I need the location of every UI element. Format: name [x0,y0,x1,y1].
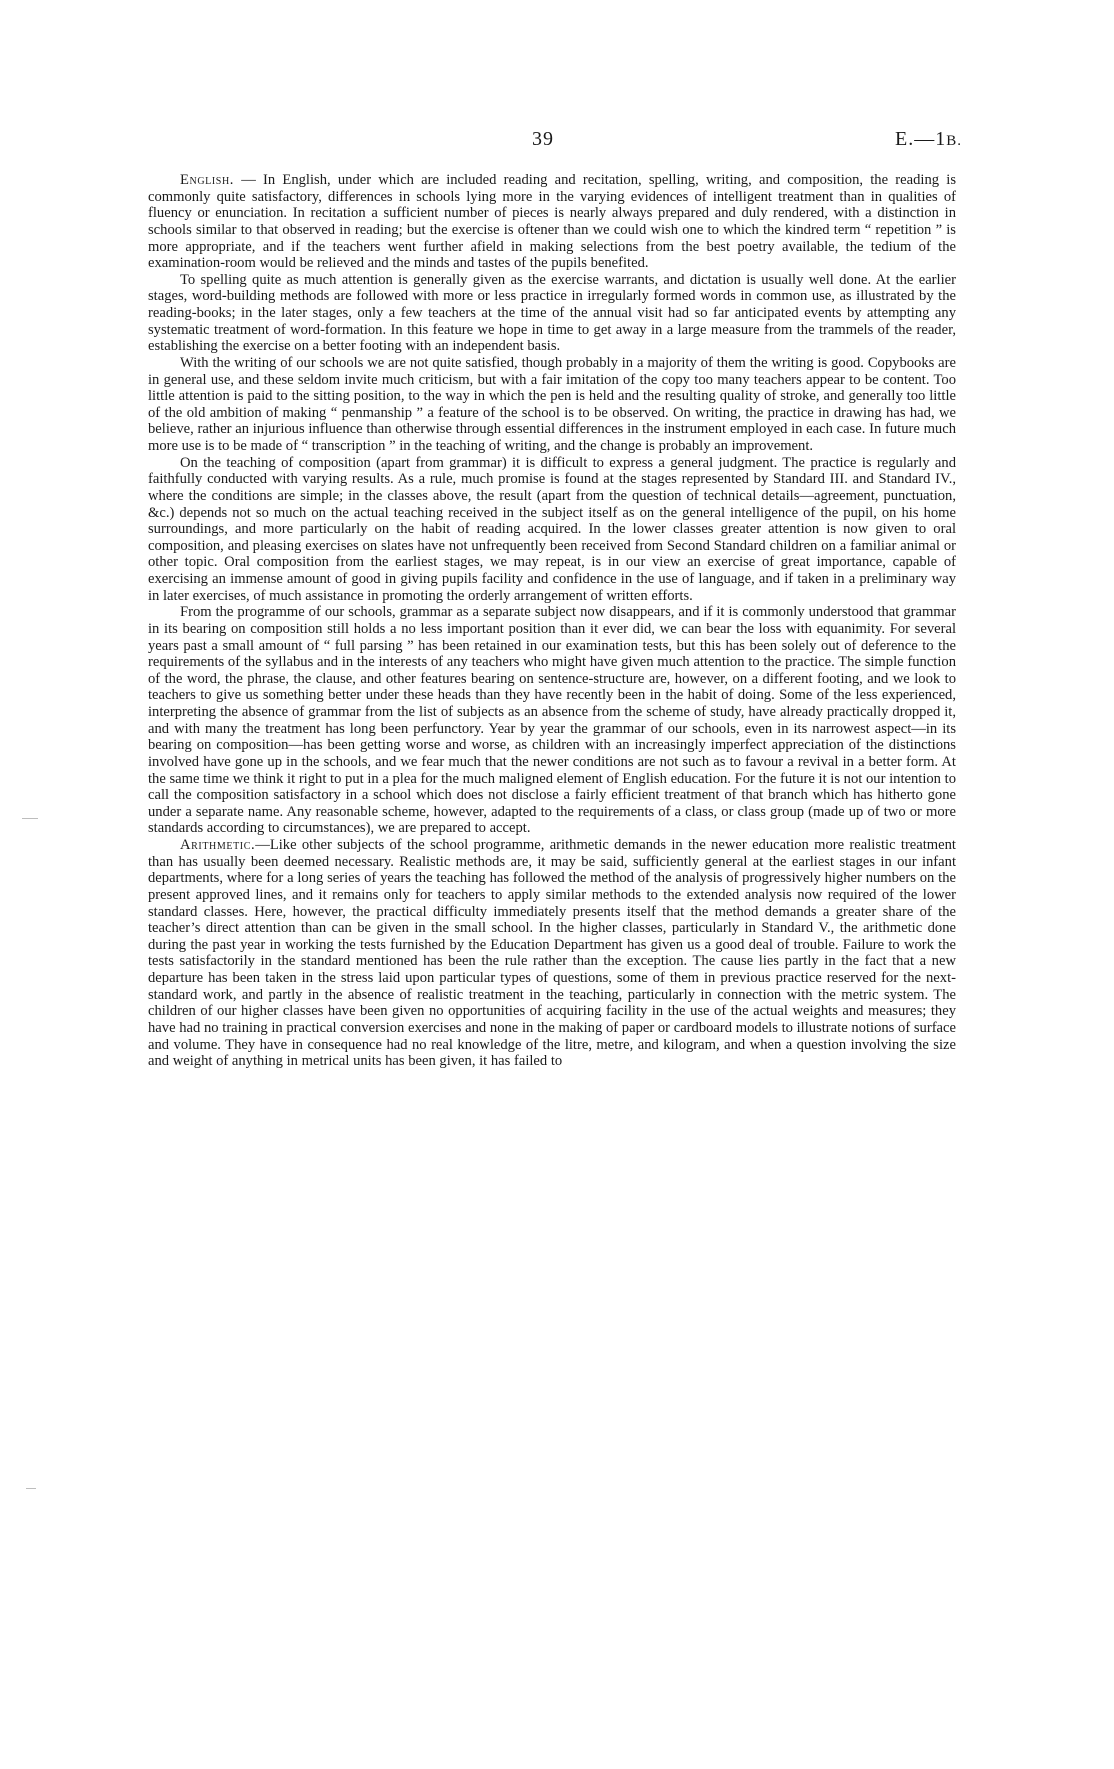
series-code-main: E.—1 [895,128,947,150]
series-code [895,128,962,151]
section-lead-arithmetic: Arithmetic. [180,837,256,853]
page-number: 39 [532,128,554,150]
paragraph-spelling [148,272,956,355]
paragraph-text: With the writing of our schools we are not quite satisfied, though probably in a majority of them the writing is good. Copybooks are in general use, and these seldom invite much criticism, but with a fair imitation of the copy too many teachers appear to be content. Too little attention is paid to the sitting position, to the way in which the pen is held and the resulting quality of stroke, and generally too little of the old ambition of making “ penmanship ” a feature of the school is to be observed. On writing, the practice in drawing has had, we believe, rather an injurious influence than otherwise through essential differences in the instrument employed in each case. In future much more use is to be made of “ transcription ” in the teaching of writing, and the change is probably an improvement. [148,354,956,454]
paragraph-writing [148,355,956,455]
body-text [148,172,956,1070]
section-lead-english: English. [180,172,235,188]
paragraph-english [148,172,956,272]
paragraph-arithmetic [148,837,956,1070]
scan-artifact [22,818,38,819]
scan-artifact [26,1488,36,1489]
paragraph-text: From the programme of our schools, grammar as a separate subject now disappears, and if it is commonly understood that grammar in its bearing on composition still holds a no less important position than it ever did, we can bear the loss with equanimity. For several years past a small amount of “ full parsing ” has been retained in our examination tests, but this has been solely out of deference to the requirements of the syllabus and in the interests of any teachers who might have given much attention to the practice. The simple function of the word, the phrase, the clause, and other features bearing on sentence-structure are, however, on a different footing, and we look to teachers to give us something better under these heads than they have recently been in the habit of doing. Some of the less experienced, interpreting the absence of grammar from the list of subjects as an absence from the scheme of study, have already practically dropped it, and with many the treatment has long been perfunctory. Year by year the grammar of our schools, even in its narrowest aspect—in its bearing on composition—has been getting worse and worse, as children with an increasingly imperfect appreciation of the distinctions involved have gone up in the schools, and we fear much that the newer conditions are not such as to favour a revival in a better form. At the same time we think it right to put in a plea for the much maligned element of English education. For the future it is not our intention to call the composition satisfactory in a school which does not disclose a fairly efficient treatment of that branch which has hitherto gone under a separate name. Any reasonable scheme, however, adapted to the requirements of a class, or class group (made up of two or more standards according to circumstances), we are prepared to accept. [148,604,956,837]
page-header [0,128,1114,158]
paragraph-text: On the teaching of composition (apart from grammar) it is difficult to express a general judgment. The practice is regularly and faithfully conducted with varying results. As a rule, much promise is found at the stages represented by Standard III. and Standard IV., where the conditions are simple; in the classes above, the result (apart from the question of technical details—agreement, punctuation, &c.) depends not so much on the actual teaching received in the subject itself as on the general intelligence of the pupil, on his home surroundings, and more particularly on the habit of reading acquired. In the lower classes greater attention is now given to oral composition, and pleasing exercises on slates have not unfrequently been received from Second Standard children on a familiar animal or other topic. Oral composition from the earliest stages, we may repeat, is in our view an exercise of great importance, capable of exercising an immense amount of good in giving pupils facility and confidence in the use of language, and if taken in a preliminary way in later exercises, of much assistance in promoting the orderly arrangement of written efforts. [148,454,956,604]
paragraph-text: —Like other subjects of the school programme, arithmetic demands in the newer education more realistic treatment than has usually been deemed necessary. Realistic methods are, it may be said, sufficiently general at the earliest stages in our infant departments, where for a long series of years the teaching has followed the method of the analysis of progressively higher numbers on the present approved lines, and it remains only for teachers to apply similar methods to the extended analysis now required of the lower standard classes. Here, however, the practical difficulty immediately presents itself that the method demands a greater share of the teacher’s direct attention than can be given in the small school. In the higher classes, particularly in Standard V., the arithmetic done during the past year in working the tests furnished by the Education Department has given us a good deal of trouble. Failure to work the tests satisfactorily in the standard mentioned has been the rule rather than the exception. The cause lies partly in the fact that a new departure has been taken in the stress laid upon particular types of questions, some of them in previous practice reserved for the next-standard work, and partly in the absence of realistic treatment in the teaching, particularly in connection with the metric system. The children of our higher classes have been given no opportunities of acquiring facility in the use of the actual weights and measures; they have had no training in practical conversion exercises and none in the making of paper or cardboard models to illustrate notions of surface and volume. They have in consequence had no real knowledge of the litre, metre, and kilogram, and when a question involving the size and weight of anything in metrical units has been given, it has failed to [148,837,956,1070]
paragraph-text: — In English, under which are included reading and recitation, spelling, writing, and composition, the reading is commonly quite satisfactory, differences in schools lying more in the varying evidences of intelligent treatment than in qualities of fluency or enunciation. In recitation a sufficient number of pieces is nearly always prepared and duly rendered, with a distinction in schools similar to that observed in reading; but the exercise is oftener than we could wish one to which the kindred term “ repetition ” is more appropriate, and if the teachers went further afield in making selections from the best poetry available, the tedium of the examination-room would be relieved and the minds and tastes of the pupils benefited. [148,172,956,272]
paragraph-text: To spelling quite as much attention is generally given as the exercise warrants, and dictation is usually well done. At the earlier stages, word-building methods are followed with more or less practice in irregularly formed words in common use, as illustrated by the reading-books; in the later stages, only a few teachers at the time of the annual visit had so far anticipated events by attempting any systematic treatment of word-formation. In this feature we hope in time to get away in a large measure from the trammels of the reader, establishing the exercise on a better footing with an independent basis. [148,271,956,355]
series-code-sub: B. [946,133,962,149]
paragraph-grammar [148,604,956,837]
paragraph-composition [148,455,956,605]
